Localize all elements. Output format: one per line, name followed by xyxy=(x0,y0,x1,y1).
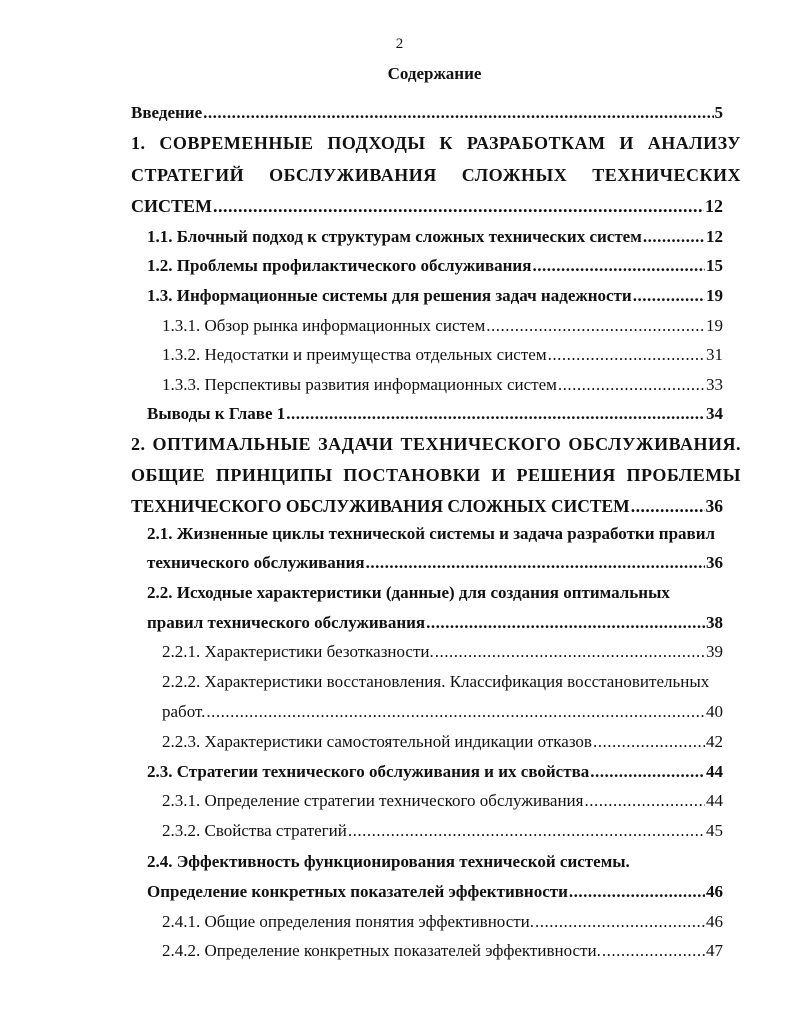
toc-chapter-1-line-1[interactable] xyxy=(131,132,741,154)
dot-leader xyxy=(548,344,705,366)
word: ПОСТАНОВКИ xyxy=(343,465,481,485)
toc-entry-2-2-2-line-2[interactable] xyxy=(162,701,723,723)
dot-leader xyxy=(435,641,705,663)
word: СОВРЕМЕННЫЕ xyxy=(159,133,314,153)
toc-entry-2-4-1[interactable] xyxy=(162,911,723,933)
toc-entry-conclusions-1[interactable] xyxy=(147,403,723,425)
dot-leader xyxy=(643,226,705,248)
toc-entry-title: Выводы к Главе 1 xyxy=(147,404,286,423)
toc-entry-page: 34 xyxy=(706,404,723,423)
page-title: Содержание xyxy=(387,64,482,83)
toc-chapter-2-line-1[interactable] xyxy=(131,433,741,455)
toc-entry-2-1-line-1[interactable]: 2.1. Жизненные циклы технической системы и задача разработки правил xyxy=(147,524,716,543)
toc-entry-page: 19 xyxy=(706,286,723,305)
toc-entry-page: 39 xyxy=(706,642,723,661)
dot-leader xyxy=(203,102,713,124)
toc-entry-title: 2.3. Стратегии технического обслуживания и их свойства xyxy=(147,762,590,781)
toc-entry-title: правил технического обслуживания xyxy=(147,613,426,632)
dot-leader xyxy=(486,315,705,337)
dot-leader xyxy=(569,881,705,903)
dot-leader xyxy=(602,940,705,962)
dot-leader xyxy=(633,285,705,307)
toc-entry-title: 2.4.1. Общие определения понятия эффективности. xyxy=(162,912,535,931)
toc-entry-title: 1.3.3. Перспективы развития информационных систем xyxy=(162,375,557,394)
toc-entry-title: Определение конкретных показателей эффективности xyxy=(147,882,568,901)
toc-entry-title: 1.3.2. Недостатки и преимущества отдельных систем xyxy=(162,345,547,364)
toc-entry-page: 46 xyxy=(706,912,723,931)
dot-leader xyxy=(206,701,705,723)
toc-entry-introduction[interactable] xyxy=(131,102,723,124)
dot-leader xyxy=(213,195,704,217)
toc-entry-page: 15 xyxy=(706,256,723,275)
dot-leader xyxy=(426,612,705,634)
toc-entry-2-3[interactable] xyxy=(147,761,723,783)
toc-entry-2-4-2[interactable] xyxy=(162,940,723,962)
toc-entry-title: 1.3. Информационные системы для решения задач надежности xyxy=(147,286,632,305)
toc-entry-2-3-1[interactable] xyxy=(162,790,723,812)
dot-leader xyxy=(593,731,705,753)
toc-chapter-1-line-2[interactable] xyxy=(131,164,741,186)
word: РЕШЕНИЯ xyxy=(516,465,616,485)
page-number: 2 xyxy=(395,36,404,52)
toc-entry-title: Введение xyxy=(131,103,203,122)
toc-entry-page: 36 xyxy=(706,553,723,572)
toc-entry-title: 1.2. Проблемы профилактического обслуживания xyxy=(147,256,532,275)
toc-entry-title: 2.2.3. Характеристики самостоятельной индикации отказов xyxy=(162,732,592,751)
word: ОБСЛУЖИВАНИЯ. xyxy=(568,434,741,454)
toc-entry-page: 44 xyxy=(706,762,723,781)
word: ТЕХНИЧЕСКИХ xyxy=(592,165,741,185)
toc-chapter-1-line-3[interactable] xyxy=(131,195,723,217)
word: ОБЩИЕ xyxy=(131,465,206,485)
word: ПРИНЦИПЫ xyxy=(215,465,333,485)
toc-entry-title: 1.1. Блочный подход к структурам сложных технических систем xyxy=(147,227,642,246)
toc-entry-2-2-line-1[interactable]: 2.2. Исходные характеристики (данные) для создания оптимальных xyxy=(147,583,670,602)
toc-entry-1-3[interactable] xyxy=(147,285,723,307)
toc-entry-title: 2.2.1. Характеристики безотказности. xyxy=(162,642,434,661)
toc-entry-2-2-2-line-1[interactable]: 2.2.2. Характеристики восстановления. Классификация восстановительных xyxy=(162,672,710,691)
word: И xyxy=(491,465,506,485)
toc-entry-page: 12 xyxy=(706,227,723,246)
dot-leader xyxy=(590,761,705,783)
toc-entry-page: 12 xyxy=(705,196,723,216)
word: ОБСЛУЖИВАНИЯ xyxy=(269,165,437,185)
toc-entry-title: 2.4.2. Определение конкретных показателей эффективности. xyxy=(162,941,601,960)
toc-entry-page: 44 xyxy=(706,791,723,810)
toc-chapter-2-line-2[interactable] xyxy=(131,464,741,486)
toc-entry-1-3-3[interactable] xyxy=(162,374,723,396)
toc-entry-page: 46 xyxy=(706,882,723,901)
dot-leader xyxy=(535,911,705,933)
word: АНАЛИЗУ xyxy=(647,133,741,153)
toc-entry-2-3-2[interactable] xyxy=(162,820,723,842)
dot-leader xyxy=(558,374,705,396)
word: И xyxy=(619,133,634,153)
word: СТРАТЕГИЙ xyxy=(131,165,245,185)
dot-leader xyxy=(631,495,705,517)
toc-entry-page: 47 xyxy=(706,941,723,960)
toc-entry-page: 40 xyxy=(706,702,723,721)
word: СЛОЖНЫХ xyxy=(461,165,568,185)
word: ПРОБЛЕМЫ xyxy=(626,465,741,485)
toc-entry-2-2-3[interactable] xyxy=(162,731,723,753)
word: ПОДХОДЫ xyxy=(327,133,426,153)
toc-entry-page: 33 xyxy=(706,375,723,394)
toc-entry-1-1[interactable] xyxy=(147,226,723,248)
word: 2. xyxy=(131,434,146,454)
dot-leader xyxy=(366,552,705,574)
toc-entry-2-2-1[interactable] xyxy=(162,641,723,663)
word: К xyxy=(439,133,453,153)
toc-entry-2-4-line-1[interactable]: 2.4. Эффективность функционирования технической системы. xyxy=(147,852,630,871)
toc-entry-1-3-2[interactable] xyxy=(162,344,723,366)
word: РАЗРАБОТКАМ xyxy=(466,133,606,153)
toc-entry-page: 36 xyxy=(705,496,723,516)
word: ТЕХНИЧЕСКОГО xyxy=(400,434,562,454)
toc-entry-title: 2.3.2. Свойства стратегий xyxy=(162,821,347,840)
word: 1. xyxy=(131,133,146,153)
toc-entry-page: 5 xyxy=(714,103,723,122)
dot-leader xyxy=(532,255,705,277)
toc-entry-1-3-1[interactable] xyxy=(162,315,723,337)
toc-entry-page: 42 xyxy=(706,732,723,751)
toc-entry-1-2[interactable] xyxy=(147,255,723,277)
toc-entry-page: 45 xyxy=(706,821,723,840)
dot-leader xyxy=(286,403,705,425)
toc-entry-title: 1.3.1. Обзор рынка информационных систем xyxy=(162,316,486,335)
word: ОПТИМАЛЬНЫЕ xyxy=(152,434,312,454)
toc-entry-title: технического обслуживания xyxy=(147,553,365,572)
word: ЗАДАЧИ xyxy=(318,434,394,454)
toc-entry-2-1-line-2[interactable] xyxy=(147,552,723,574)
toc-entry-title: работ. xyxy=(162,702,206,721)
dot-leader xyxy=(348,820,705,842)
dot-leader xyxy=(584,790,705,812)
toc-entry-page: 31 xyxy=(706,345,723,364)
toc-entry-2-4-line-2[interactable] xyxy=(147,881,723,903)
toc-entry-page: 38 xyxy=(706,613,723,632)
toc-entry-title: 2.3.1. Определение стратегии технического обслуживания xyxy=(162,791,584,810)
toc-entry-page: 19 xyxy=(706,316,723,335)
toc-entry-title: ТЕХНИЧЕСКОГО ОБСЛУЖИВАНИЯ СЛОЖНЫХ СИСТЕМ xyxy=(131,496,630,516)
toc-entry-2-2-line-2[interactable] xyxy=(147,612,723,634)
toc-chapter-2-line-3[interactable] xyxy=(131,495,723,517)
toc-entry-title: СИСТЕМ xyxy=(131,196,212,216)
